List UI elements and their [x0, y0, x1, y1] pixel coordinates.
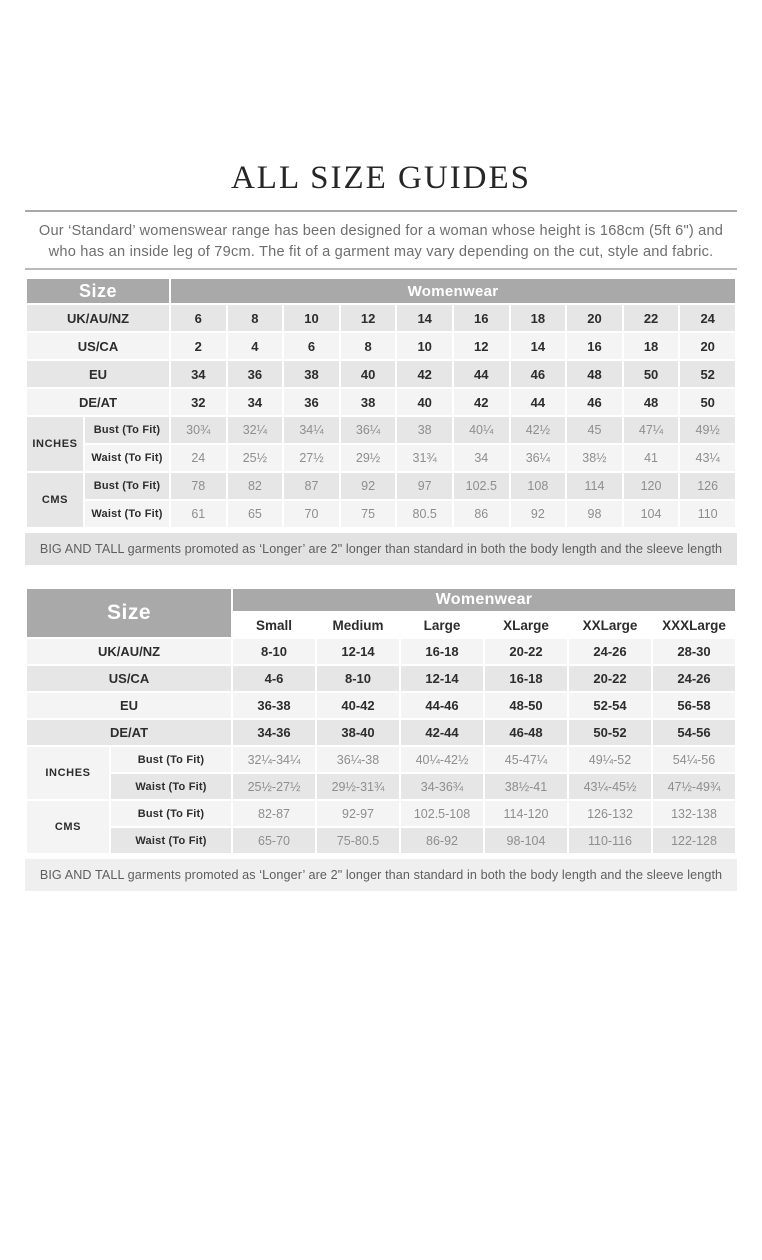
size-row-label: DE/AT — [27, 389, 169, 415]
measure-value-cell: 98-104 — [485, 828, 567, 853]
size-value-cell: 34 — [228, 389, 283, 415]
size-value-cell: 32 — [171, 389, 226, 415]
table-row — [27, 693, 735, 718]
measure-value-cell: 36¼ — [341, 417, 396, 443]
measure-value-cell: 27½ — [284, 445, 339, 471]
size-value-cell: 46 — [511, 361, 566, 387]
measure-row-label: Waist (To Fit) — [111, 828, 231, 853]
measure-value-cell: 108 — [511, 473, 566, 499]
unit-label: CMS — [27, 801, 109, 853]
size-row-label: EU — [27, 361, 169, 387]
measure-value-cell: 43¼ — [680, 445, 735, 471]
size-value-cell: 12 — [341, 305, 396, 331]
size-value-cell: 18 — [624, 333, 679, 359]
measure-value-cell: 34¼ — [284, 417, 339, 443]
measure-value-cell: 110-116 — [569, 828, 651, 853]
size-value-cell: 22 — [624, 305, 679, 331]
size-value-cell: 42 — [397, 361, 452, 387]
size-value-cell: 42-44 — [401, 720, 483, 745]
size-value-cell: 12 — [454, 333, 509, 359]
size-value-cell: 14 — [397, 305, 452, 331]
size-value-cell: 54-56 — [653, 720, 735, 745]
measure-value-cell: 25½-27½ — [233, 774, 315, 799]
measure-value-cell: 49¼-52 — [569, 747, 651, 772]
size-value-cell: 16 — [454, 305, 509, 331]
size-value-cell: 48 — [624, 389, 679, 415]
measure-value-cell: 47½-49¾ — [653, 774, 735, 799]
size-value-cell: 24-26 — [569, 639, 651, 664]
measure-row-label: Bust (To Fit) — [85, 417, 169, 443]
measure-value-cell: 122-128 — [653, 828, 735, 853]
size-value-cell: 28-30 — [653, 639, 735, 664]
size-value-cell: 50-52 — [569, 720, 651, 745]
size-value-cell: 10 — [397, 333, 452, 359]
size-value-cell: 40-42 — [317, 693, 399, 718]
measure-value-cell: 38 — [397, 417, 452, 443]
measure-value-cell: 42½ — [511, 417, 566, 443]
size-value-cell: 4 — [228, 333, 283, 359]
size-value-cell: 24 — [680, 305, 735, 331]
measure-value-cell: 70 — [284, 501, 339, 527]
unit-label: INCHES — [27, 417, 83, 471]
measure-value-cell: 104 — [624, 501, 679, 527]
measure-value-cell: 114 — [567, 473, 622, 499]
measure-value-cell: 87 — [284, 473, 339, 499]
measure-value-cell: 126-132 — [569, 801, 651, 826]
size-header: Size — [27, 589, 231, 637]
sml-size-table — [25, 587, 737, 855]
size-value-cell: 50 — [680, 389, 735, 415]
measure-value-cell: 38½ — [567, 445, 622, 471]
size-value-cell: 44-46 — [401, 693, 483, 718]
measure-value-cell: 40¼ — [454, 417, 509, 443]
size-value-cell: 36-38 — [233, 693, 315, 718]
size-value-cell: 38 — [284, 361, 339, 387]
table-row — [27, 389, 735, 415]
measure-row-label: Bust (To Fit) — [111, 747, 231, 772]
measure-value-cell: 86-92 — [401, 828, 483, 853]
womenwear-header: Womenwear — [171, 279, 735, 303]
table-row — [27, 333, 735, 359]
size-value-cell: 48-50 — [485, 693, 567, 718]
table-row — [27, 639, 735, 664]
size-value-cell: 38-40 — [317, 720, 399, 745]
table-row — [27, 501, 735, 527]
measure-value-cell: 36¼-38 — [317, 747, 399, 772]
measure-value-cell: 31¾ — [397, 445, 452, 471]
unit-label: INCHES — [27, 747, 109, 799]
measure-value-cell: 34-36¾ — [401, 774, 483, 799]
measure-value-cell: 75-80.5 — [317, 828, 399, 853]
measure-row-label: Waist (To Fit) — [111, 774, 231, 799]
size-value-cell: 36 — [228, 361, 283, 387]
size-value-cell: 46-48 — [485, 720, 567, 745]
size-value-cell: 38 — [341, 389, 396, 415]
size-row-label: EU — [27, 693, 231, 718]
measure-row-label: Waist (To Fit) — [85, 501, 169, 527]
table-row — [27, 774, 735, 799]
measure-value-cell: 49½ — [680, 417, 735, 443]
table-row — [27, 720, 735, 745]
size-value-cell: 8 — [341, 333, 396, 359]
size-value-cell: 4-6 — [233, 666, 315, 691]
size-value-cell: 20 — [567, 305, 622, 331]
measure-value-cell: 92 — [511, 501, 566, 527]
size-row-label: DE/AT — [27, 720, 231, 745]
size-value-cell: 24-26 — [653, 666, 735, 691]
table-row — [27, 801, 735, 826]
measure-value-cell: 43¼-45½ — [569, 774, 651, 799]
size-value-cell: 8 — [228, 305, 283, 331]
measure-value-cell: 114-120 — [485, 801, 567, 826]
measure-value-cell: 110 — [680, 501, 735, 527]
size-value-cell: 52-54 — [569, 693, 651, 718]
measure-value-cell: 65-70 — [233, 828, 315, 853]
measure-value-cell: 92 — [341, 473, 396, 499]
size-row-label: UK/AU/NZ — [27, 639, 231, 664]
table-row — [27, 445, 735, 471]
measure-value-cell: 36¼ — [511, 445, 566, 471]
size-column-header: Small — [233, 613, 315, 637]
size-value-cell: 36 — [284, 389, 339, 415]
big-and-tall-note-2: BIG AND TALL garments promoted as ‘Longer’ are 2" longer than standard in both the body length and the sleeve length — [25, 859, 737, 891]
size-value-cell: 18 — [511, 305, 566, 331]
size-column-header: XXLarge — [569, 613, 651, 637]
size-row-label: US/CA — [27, 666, 231, 691]
size-value-cell: 44 — [511, 389, 566, 415]
measure-value-cell: 132-138 — [653, 801, 735, 826]
size-column-header: Medium — [317, 613, 399, 637]
measure-value-cell: 98 — [567, 501, 622, 527]
size-value-cell: 16 — [567, 333, 622, 359]
size-value-cell: 52 — [680, 361, 735, 387]
measure-value-cell: 86 — [454, 501, 509, 527]
size-value-cell: 46 — [567, 389, 622, 415]
size-column-header: XLarge — [485, 613, 567, 637]
measure-value-cell: 29½ — [341, 445, 396, 471]
measure-value-cell: 102.5 — [454, 473, 509, 499]
size-column-header: Large — [401, 613, 483, 637]
size-header: Size — [27, 279, 169, 303]
measure-value-cell: 80.5 — [397, 501, 452, 527]
size-value-cell: 6 — [171, 305, 226, 331]
measure-row-label: Waist (To Fit) — [85, 445, 169, 471]
measure-value-cell: 45 — [567, 417, 622, 443]
intro-line-2: who has an inside leg of 79cm. The fit of a garment may vary depending on the cut, style and fabric. — [48, 243, 714, 260]
big-and-tall-note-1: BIG AND TALL garments promoted as ‘Longer’ are 2" longer than standard in both the body length and the sleeve length — [25, 533, 737, 565]
size-value-cell: 16-18 — [401, 639, 483, 664]
measure-value-cell: 30¾ — [171, 417, 226, 443]
size-value-cell: 42 — [454, 389, 509, 415]
size-row-label: US/CA — [27, 333, 169, 359]
measure-value-cell: 24 — [171, 445, 226, 471]
table-row — [27, 361, 735, 387]
table-row — [27, 473, 735, 499]
size-row-label: UK/AU/NZ — [27, 305, 169, 331]
size-value-cell: 34-36 — [233, 720, 315, 745]
size-value-cell: 10 — [284, 305, 339, 331]
table-row — [27, 828, 735, 853]
measure-value-cell: 78 — [171, 473, 226, 499]
measure-row-label: Bust (To Fit) — [111, 801, 231, 826]
measure-value-cell: 38½-41 — [485, 774, 567, 799]
measure-value-cell: 32¼-34¼ — [233, 747, 315, 772]
size-value-cell: 20-22 — [569, 666, 651, 691]
measure-value-cell: 41 — [624, 445, 679, 471]
table-row — [27, 305, 735, 331]
size-value-cell: 44 — [454, 361, 509, 387]
size-value-cell: 12-14 — [401, 666, 483, 691]
measure-value-cell: 65 — [228, 501, 283, 527]
page-title: ALL SIZE GUIDES — [230, 160, 532, 196]
measure-value-cell: 32¼ — [228, 417, 283, 443]
measure-value-cell: 34 — [454, 445, 509, 471]
size-value-cell: 16-18 — [485, 666, 567, 691]
measure-value-cell: 75 — [341, 501, 396, 527]
measure-value-cell: 25½ — [228, 445, 283, 471]
measure-value-cell: 120 — [624, 473, 679, 499]
measure-value-cell: 61 — [171, 501, 226, 527]
measure-value-cell: 45-47¼ — [485, 747, 567, 772]
table-row — [27, 666, 735, 691]
size-value-cell: 34 — [171, 361, 226, 387]
size-value-cell: 20-22 — [485, 639, 567, 664]
table-row — [27, 417, 735, 443]
size-column-header: XXXLarge — [653, 613, 735, 637]
size-value-cell: 50 — [624, 361, 679, 387]
measure-value-cell: 82 — [228, 473, 283, 499]
table-row — [27, 747, 735, 772]
divider-top — [25, 210, 737, 212]
size-guide-page — [0, 160, 762, 891]
size-value-cell: 12-14 — [317, 639, 399, 664]
size-value-cell: 20 — [680, 333, 735, 359]
size-value-cell: 8-10 — [317, 666, 399, 691]
intro-line-1: Our ‘Standard’ womenswear range has been designed for a woman whose height is 168cm (5ft 6") and — [38, 223, 724, 239]
measure-value-cell: 54¼-56 — [653, 747, 735, 772]
size-value-cell: 8-10 — [233, 639, 315, 664]
size-value-cell: 14 — [511, 333, 566, 359]
size-value-cell: 2 — [171, 333, 226, 359]
measure-value-cell: 102.5-108 — [401, 801, 483, 826]
womenwear-header: Womenwear — [233, 589, 735, 611]
size-value-cell: 48 — [567, 361, 622, 387]
measure-value-cell: 82-87 — [233, 801, 315, 826]
measure-value-cell: 97 — [397, 473, 452, 499]
size-value-cell: 40 — [397, 389, 452, 415]
divider-bottom — [25, 268, 737, 270]
measure-value-cell: 29½-31¾ — [317, 774, 399, 799]
measure-value-cell: 126 — [680, 473, 735, 499]
unit-label: CMS — [27, 473, 83, 527]
measure-value-cell: 92-97 — [317, 801, 399, 826]
measure-row-label: Bust (To Fit) — [85, 473, 169, 499]
measure-value-cell: 40¼-42½ — [401, 747, 483, 772]
size-value-cell: 6 — [284, 333, 339, 359]
size-value-cell: 56-58 — [653, 693, 735, 718]
intro-text — [25, 221, 737, 262]
size-value-cell: 40 — [341, 361, 396, 387]
measure-value-cell: 47¼ — [624, 417, 679, 443]
standard-size-table — [25, 277, 737, 529]
